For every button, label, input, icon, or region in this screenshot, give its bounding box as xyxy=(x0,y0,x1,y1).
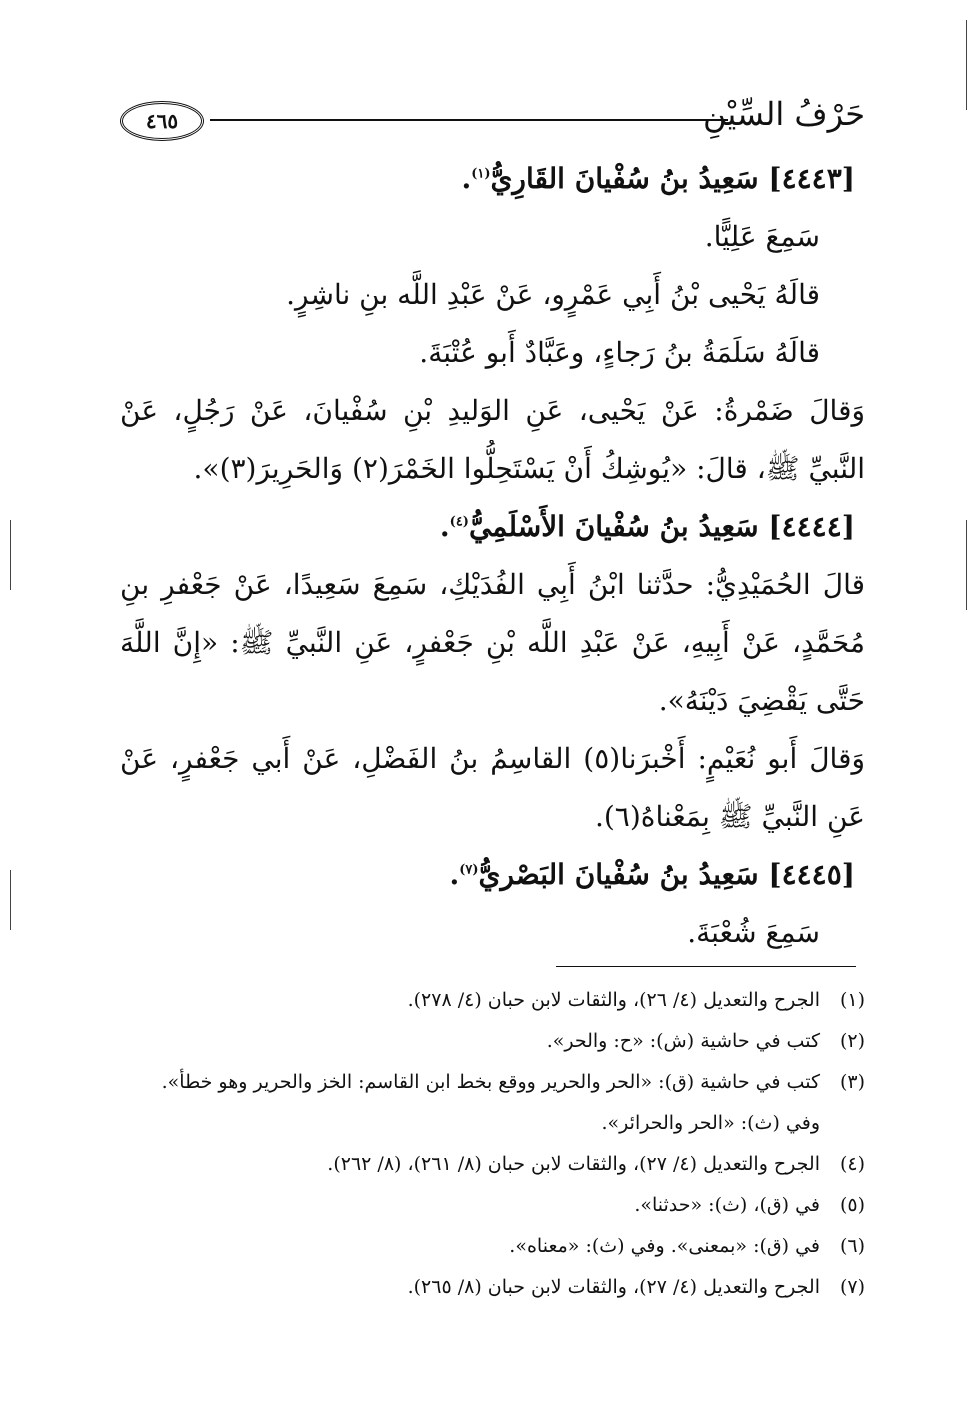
right-margin-rule xyxy=(966,20,967,110)
text-line xyxy=(120,614,865,672)
entry-heading xyxy=(120,150,865,208)
footnote-text: الجرح والتعديل (٤/ ٢٧)، والثقات لابن حبان (٨/ ٢٦٥). xyxy=(407,1276,820,1298)
line-text: وَقالَ ضَمْرةُ: عَنْ يَحْيى، عَنِ الوَليدِ بْنِ سُفْيانَ، عَنْ رَجُلٍ، عَنْ xyxy=(120,394,865,427)
footnote xyxy=(120,1144,865,1185)
line-text: قالَ الحُمَيْدِيُّ: حدَّثنا ابْنُ أَبِي الفُدَيْكِ، سَمِعَ سَعِيدًا، عَنْ جَعْفرِ بنِ xyxy=(120,568,865,601)
left-margin-rule xyxy=(10,520,11,590)
footnote-text: الجرح والتعديل (٤/ ٢٦)، والثقات لابن حبان (٤/ ٢٧٨). xyxy=(407,989,820,1011)
text-line xyxy=(120,788,865,846)
footnote-marker: (١) xyxy=(471,166,491,182)
footnote-marker: (٤) xyxy=(449,514,469,530)
footnote xyxy=(120,1062,865,1103)
chapter-title: حَرْفُ السِّيْنِ xyxy=(703,95,865,133)
footnote xyxy=(120,1226,865,1267)
footnote-text: الجرح والتعديل (٤/ ٢٧)، والثقات لابن حبان (٨/ ٢٦١)، (٨/ ٢٦٢). xyxy=(327,1153,820,1175)
line-text: سَمِعَ عَلِيًّا. xyxy=(704,220,820,253)
footnote xyxy=(120,1021,865,1062)
text-line xyxy=(120,730,865,788)
footnote xyxy=(120,1103,865,1144)
text-line xyxy=(120,208,865,266)
main-text xyxy=(120,150,865,962)
line-text: قالَهُ يَحْيى بْنُ أَبِي عَمْرٍو، عَنْ عَبْدِ اللَّه بنِ ناشِرٍ. xyxy=(286,278,820,311)
footnote-number: (٦) xyxy=(839,1235,865,1257)
entry-heading xyxy=(120,846,865,904)
footnote-marker: (٧) xyxy=(459,862,479,878)
line-text: [٤٤٤٣] سَعِيدُ بنُ سُفْيانَ القَارِيُّ xyxy=(490,162,855,195)
line-text: النَّبيِّ ﷺ، قالَ: «يُوشِكُ أَنْ يَسْتَحِلُّوا الخَمْرَ(٢) وَالحَرِيرَ(٣)». xyxy=(193,452,865,485)
text-line xyxy=(120,324,865,382)
footnote-divider xyxy=(556,966,856,967)
text-line xyxy=(120,266,865,324)
line-text: قالَهُ سَلَمَةُ بنُ رَجاءٍ، وعَبَّادٌ أَبو عُتْبَةَ. xyxy=(419,336,820,369)
line-tail: . xyxy=(439,510,450,543)
line-text: وَقالَ أَبو نُعَيْمٍ: أَخْبرَنا(٥) القاسِمُ بنُ الفَضْلِ، عَنْ أَبي جَعْفرٍ، عَنْ xyxy=(120,742,865,775)
text-line xyxy=(120,672,865,730)
line-text: عَنِ النَّبيِّ ﷺ بِمَعْناهُ(٦). xyxy=(594,800,865,833)
page-header xyxy=(120,95,865,145)
entry-heading xyxy=(120,498,865,556)
text-line xyxy=(120,382,865,440)
footnote xyxy=(120,1267,865,1308)
page-number: ٤٦٥ xyxy=(120,101,204,141)
line-text: [٤٤٤٥] سَعِيدُ بنُ سُفْيانَ البَصْريُّ xyxy=(478,858,855,891)
line-text: مُحَمَّدٍ، عَنْ أَبِيهِ، عَنْ عَبْدِ اللَّه بْنِ جَعْفرٍ، عَنِ النَّبيِّ ﷺ: «إِنَّ اللَّهَ xyxy=(120,626,865,659)
line-tail: . xyxy=(461,162,472,195)
line-text: حَتَّى يَقْضِيَ دَيْنَهُ». xyxy=(658,684,865,717)
footnote-text: في (ق): «بمعنى». وفي (ث): «معناه». xyxy=(509,1235,820,1257)
text-line xyxy=(120,440,865,498)
left-margin-rule xyxy=(10,870,11,930)
footnote-text: في (ق)، (ث): «حدثنا». xyxy=(634,1194,820,1216)
footnote-number: (١) xyxy=(839,989,865,1011)
line-tail: . xyxy=(449,858,460,891)
footnote-number: (٣) xyxy=(839,1071,865,1093)
footnote-text: وفي (ث): «الحر والحرائر». xyxy=(601,1112,820,1134)
footnote-number: (٢) xyxy=(839,1030,865,1052)
footnote-number: (٧) xyxy=(839,1276,865,1298)
footnote-text: كتب في حاشية (ق): «الحر والحرير ووقع بخط ابن القاسم: الخز والحرير وهو خطأ». xyxy=(161,1071,820,1093)
right-margin-rule xyxy=(966,520,967,610)
text-line xyxy=(120,904,865,962)
footnotes xyxy=(120,980,865,1308)
footnote-number: (٥) xyxy=(839,1194,865,1216)
footnote-number: (٤) xyxy=(839,1153,865,1175)
header-divider xyxy=(210,119,728,121)
line-text: [٤٤٤٤] سَعِيدُ بنُ سُفْيانَ الأَسْلَمِيُّ xyxy=(468,510,855,543)
footnote xyxy=(120,980,865,1021)
footnote xyxy=(120,1185,865,1226)
line-text: سَمِعَ شُعْبَةَ. xyxy=(687,916,820,949)
footnote-text: كتب في حاشية (ش): «ح: والحر». xyxy=(546,1030,820,1052)
text-line xyxy=(120,556,865,614)
